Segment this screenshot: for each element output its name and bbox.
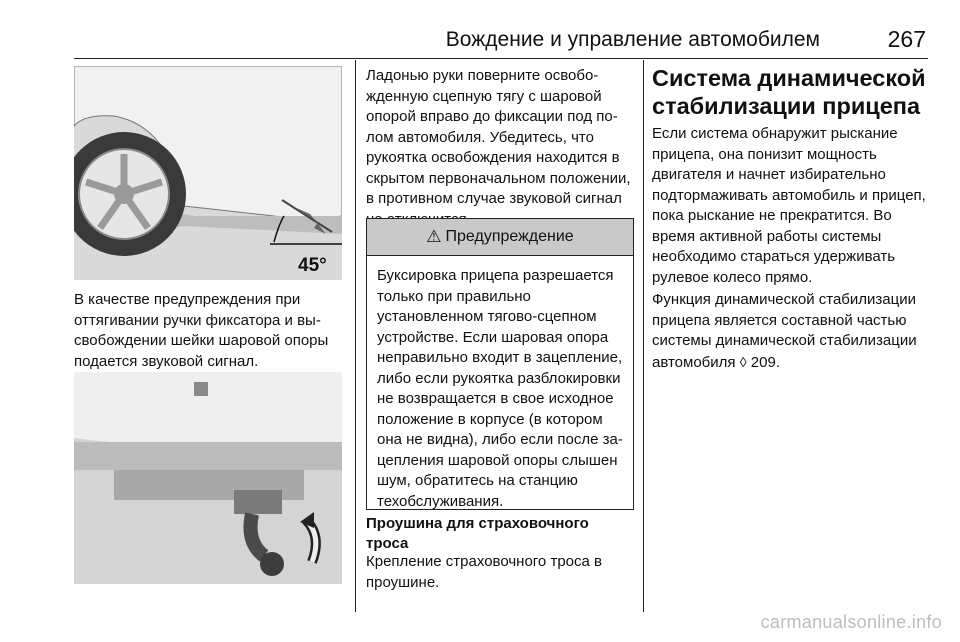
body-paragraph: Если система обнаружит рыскание прицепа, она понизит мощность двигателя и начнет избирательно подтормаживать автомобиль и прицеп, пока рыскание не прекратится. Во время активной работы системы необходимо стараться удерживать рулевое колесо прямо. (652, 125, 926, 286)
body-paragraph: Крепление страховочного троса в проушине. (366, 553, 602, 591)
page-number: 267 (887, 26, 926, 52)
warning-text: Буксировка прицепа разрешается только при правильно установленном тягово-сцепном устройстве. Если шаровая опора неправильно входит в зацепление, либо если рукоятка разблокировки не возвращается в свое исходное положение в корпусе (в котором она не видна), либо если после зацепления шаровой опоры слышен шум, обратитесь на станцию техобслуживания. (377, 267, 623, 510)
cross-reference-icon: ◊ (739, 353, 747, 370)
cross-reference-page[interactable]: 209. (750, 353, 780, 371)
body-paragraph: Ладонью руки поверните освобожденную сцепную тягу с шаровой опорой вправо до фиксации под полом автомобиля. Убедитесь, что рукоятка освобождения находится в скрытом первоначальном положении, в противном случае звуковой сигнал (366, 67, 631, 207)
column-divider (643, 60, 644, 612)
rear-wheel-illustration (74, 66, 342, 280)
figure-tow-bar-underbody (74, 372, 342, 584)
body-paragraph (652, 290, 934, 373)
warning-triangle-icon: ⚠ (426, 227, 442, 246)
page-header (74, 22, 928, 59)
body-paragraph: В качестве предупреждения при оттягивании ручки фиксатора и высвобождении шейки шаровой опоры подается звуковой сигнал. (74, 291, 329, 370)
warning-title: Предупреждение (445, 228, 574, 245)
warning-header (367, 219, 633, 256)
watermark: carmanualsonline.info (760, 612, 942, 632)
header-title: Вождение и управление автомобилем (445, 28, 820, 51)
warning-box (366, 218, 634, 510)
angle-label: 45° (298, 255, 327, 276)
tow-bar-illustration (74, 372, 342, 584)
figure-rear-wheel-hitch (74, 66, 342, 280)
section-title: Система динамической стабилизации прицепа (652, 65, 926, 119)
column-divider (355, 60, 356, 612)
subheading: Проушина для страховочного троса (366, 515, 589, 552)
paragraph-text: Функция динамической стабилизации прицепа является составной частью системы динамической стабилизации автомобиля (652, 291, 917, 371)
